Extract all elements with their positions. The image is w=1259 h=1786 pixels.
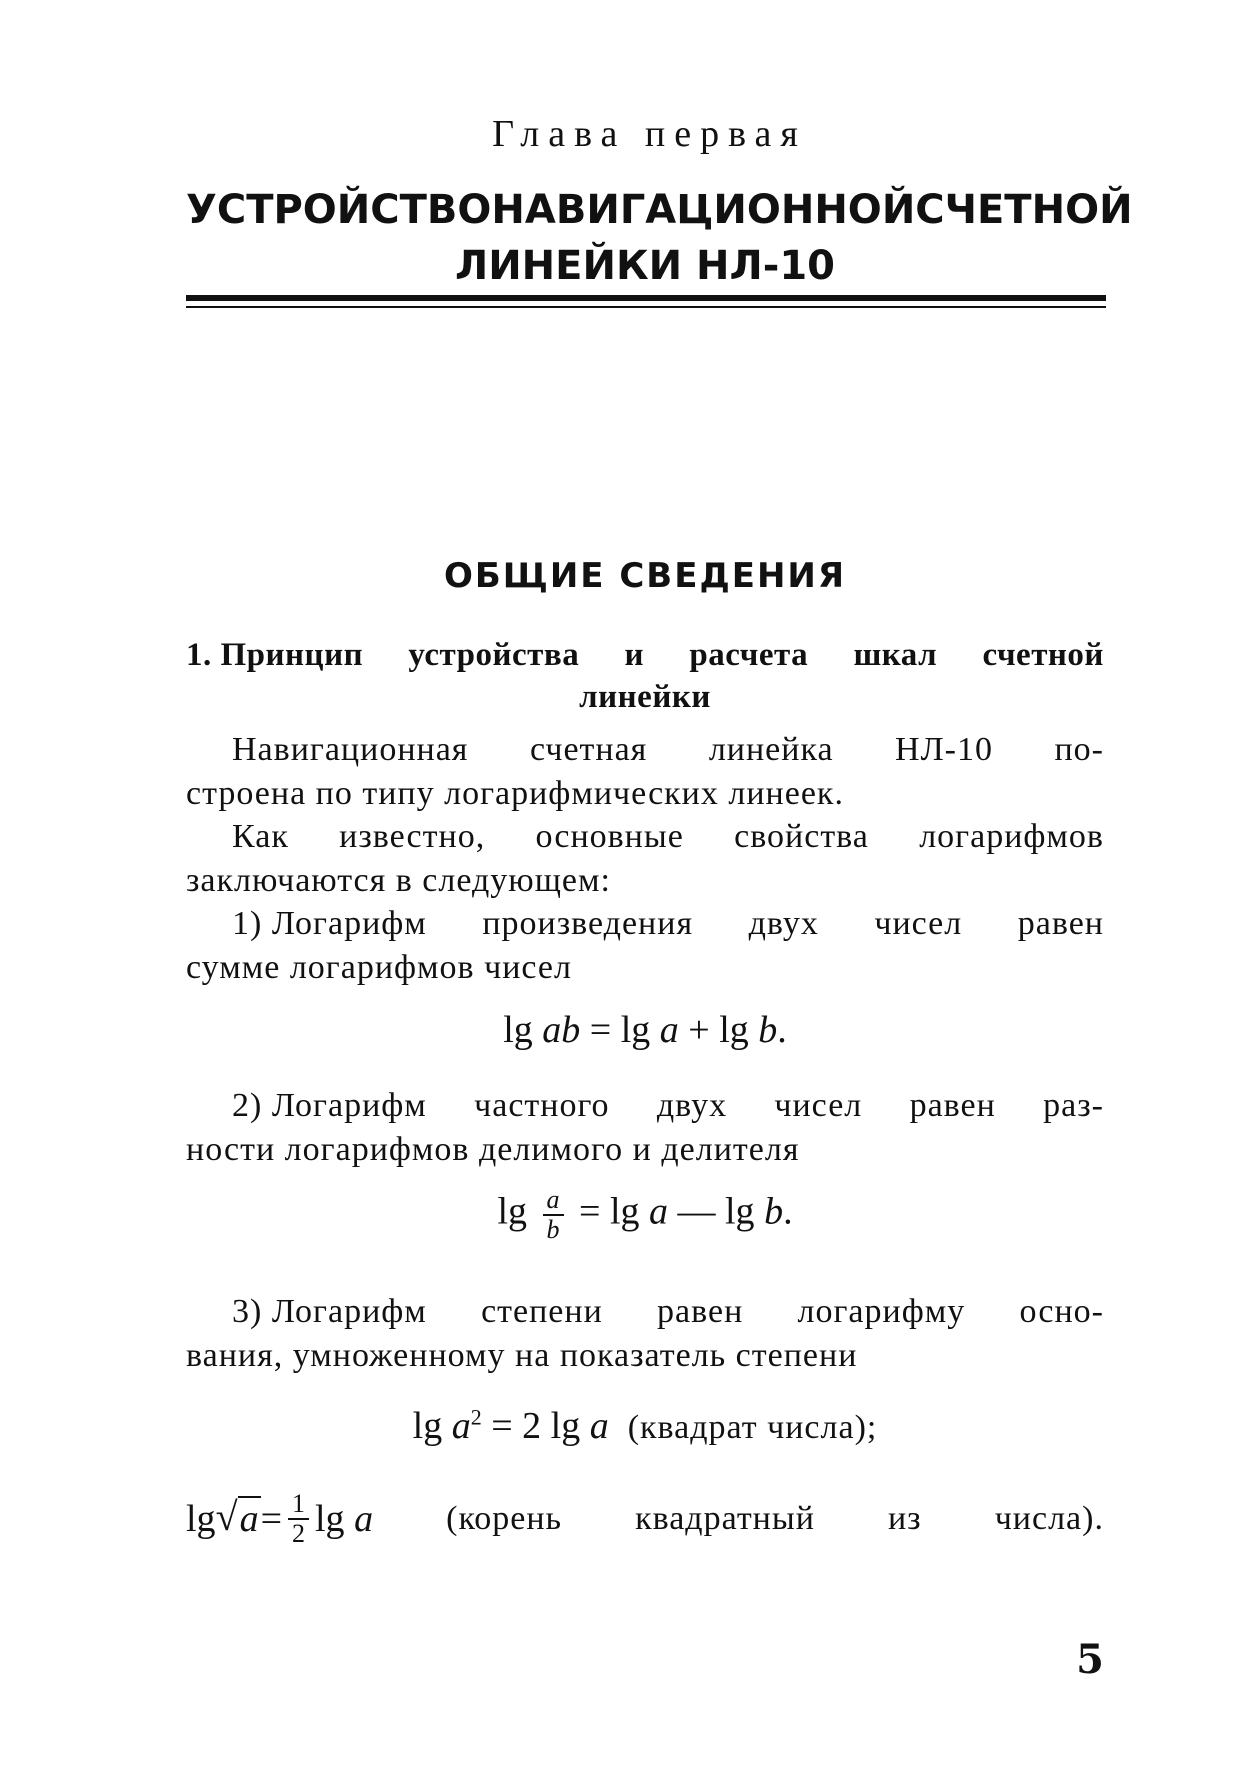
lg-symbol: lg	[186, 1498, 216, 1540]
word: произведения	[482, 905, 694, 942]
lg-symbol: lg	[503, 1009, 533, 1051]
formula-note: числа).	[994, 1500, 1104, 1537]
chapter-title-word: НАВИГАЦИОННОЙ	[491, 187, 916, 233]
lg-symbol: lg	[412, 1405, 443, 1447]
lg-symbol: lg	[719, 1009, 749, 1051]
word: свойства	[734, 818, 869, 855]
word: равен	[657, 1293, 744, 1330]
word: логарифму	[797, 1293, 966, 1330]
operator: —	[668, 1190, 725, 1233]
paragraph-2	[186, 815, 1104, 903]
word: двух	[656, 1087, 728, 1124]
formula-product	[186, 1008, 1104, 1052]
word: счетная	[529, 731, 648, 768]
variable: b	[758, 1009, 778, 1051]
word: раз-	[1043, 1087, 1104, 1124]
exponent: 2	[470, 1404, 482, 1430]
punctuation: .	[777, 1009, 787, 1051]
formula-note: квадратный	[635, 1500, 815, 1537]
lg-symbol: lg	[725, 1190, 755, 1233]
operator: =	[260, 1498, 282, 1540]
paragraph-line: вания, умноженному на показатель степени	[186, 1337, 858, 1374]
word: линейка	[708, 731, 834, 768]
formula-quotient	[186, 1186, 1104, 1244]
lg-symbol: lg	[315, 1498, 345, 1540]
word: Как	[232, 818, 289, 855]
word: 1) Логарифм	[232, 905, 427, 942]
chapter-title-line2: ЛИНЕЙКИ НЛ-10	[454, 243, 836, 289]
square-root	[216, 1497, 261, 1541]
title-rule-thick	[186, 295, 1106, 301]
page-number: 5	[1076, 1636, 1104, 1683]
subsection-word: расчета	[689, 637, 809, 673]
word: осно-	[1019, 1293, 1104, 1330]
subsection-word: и	[624, 637, 645, 673]
paragraph-1	[186, 728, 1104, 816]
subsection-word: 1. Принцип	[186, 637, 364, 673]
section-title: ОБЩИЕ СВЕДЕНИЯ	[443, 556, 847, 596]
paragraph-5	[186, 1290, 1104, 1378]
word: по-	[1054, 731, 1104, 768]
chapter-label: Глава первая	[492, 113, 807, 155]
formula-square	[186, 1404, 1104, 1448]
chapter-title-word: СЧЕТНОЙ	[915, 187, 1133, 233]
sqrt-expression	[186, 1490, 373, 1548]
title-rule-thin	[186, 306, 1106, 308]
paragraph-line: сумме логарифмов чисел	[186, 949, 572, 986]
lg-symbol: lg	[497, 1190, 527, 1233]
radicand: a	[239, 1498, 259, 1540]
word: двух	[748, 905, 819, 942]
word: известно,	[339, 818, 486, 855]
variable: a	[451, 1405, 471, 1447]
chapter-title-word: УСТРОЙСТВО	[186, 187, 492, 233]
word: Навигационная	[232, 731, 469, 768]
variable: a	[649, 1190, 668, 1233]
word: НЛ-10	[895, 731, 993, 768]
variable: a	[589, 1405, 609, 1447]
paragraph-line: ности логарифмов делимого и делителя	[186, 1131, 800, 1168]
word: логарифмов	[919, 818, 1104, 855]
word: чисел	[774, 1087, 863, 1124]
word: равен	[909, 1087, 996, 1124]
variable: b	[764, 1190, 784, 1233]
word: равен	[1017, 905, 1104, 942]
word: чисел	[874, 905, 963, 942]
operator: +	[678, 1009, 720, 1051]
subsection-word: счетной	[982, 637, 1104, 673]
word: основные	[535, 818, 684, 855]
coefficient: 2	[522, 1405, 542, 1447]
paragraph-4	[186, 1084, 1104, 1172]
fraction	[288, 1490, 309, 1548]
word: степени	[481, 1293, 603, 1330]
paragraph-line: строена по типу логарифмических линеек.	[186, 775, 844, 812]
formula-square-root	[186, 1490, 1104, 1548]
fraction-denominator: b	[546, 1215, 560, 1244]
punctuation: .	[783, 1190, 793, 1233]
word: частного	[474, 1087, 610, 1124]
lg-symbol: lg	[620, 1009, 651, 1051]
operator: =	[580, 1009, 621, 1051]
formula-note: (корень	[446, 1500, 563, 1537]
fraction-numerator: a	[543, 1186, 564, 1216]
operator: =	[569, 1190, 610, 1233]
subsection-word: устройства	[408, 637, 580, 673]
subsection-heading	[186, 634, 1104, 718]
variable: a	[659, 1009, 679, 1051]
variable: a	[354, 1498, 374, 1540]
formula-note: (квадрат числа);	[627, 1409, 878, 1446]
lg-symbol: lg	[550, 1405, 581, 1447]
word: 3) Логарифм	[232, 1293, 427, 1330]
word: 2) Логарифм	[232, 1087, 427, 1124]
paragraph-line: заключаются в следующем:	[186, 862, 611, 899]
fraction-numerator: 1	[288, 1490, 309, 1520]
variable: ab	[542, 1009, 581, 1051]
operator: =	[481, 1405, 523, 1447]
fraction-denominator: 2	[292, 1519, 305, 1548]
chapter-title	[186, 182, 1133, 294]
lg-symbol: lg	[609, 1190, 640, 1233]
fraction	[543, 1186, 564, 1244]
formula-note: из	[887, 1500, 922, 1537]
subsection-word: шкал	[853, 637, 938, 673]
subsection-line2: линейки	[579, 679, 711, 715]
paragraph-3	[186, 902, 1104, 990]
